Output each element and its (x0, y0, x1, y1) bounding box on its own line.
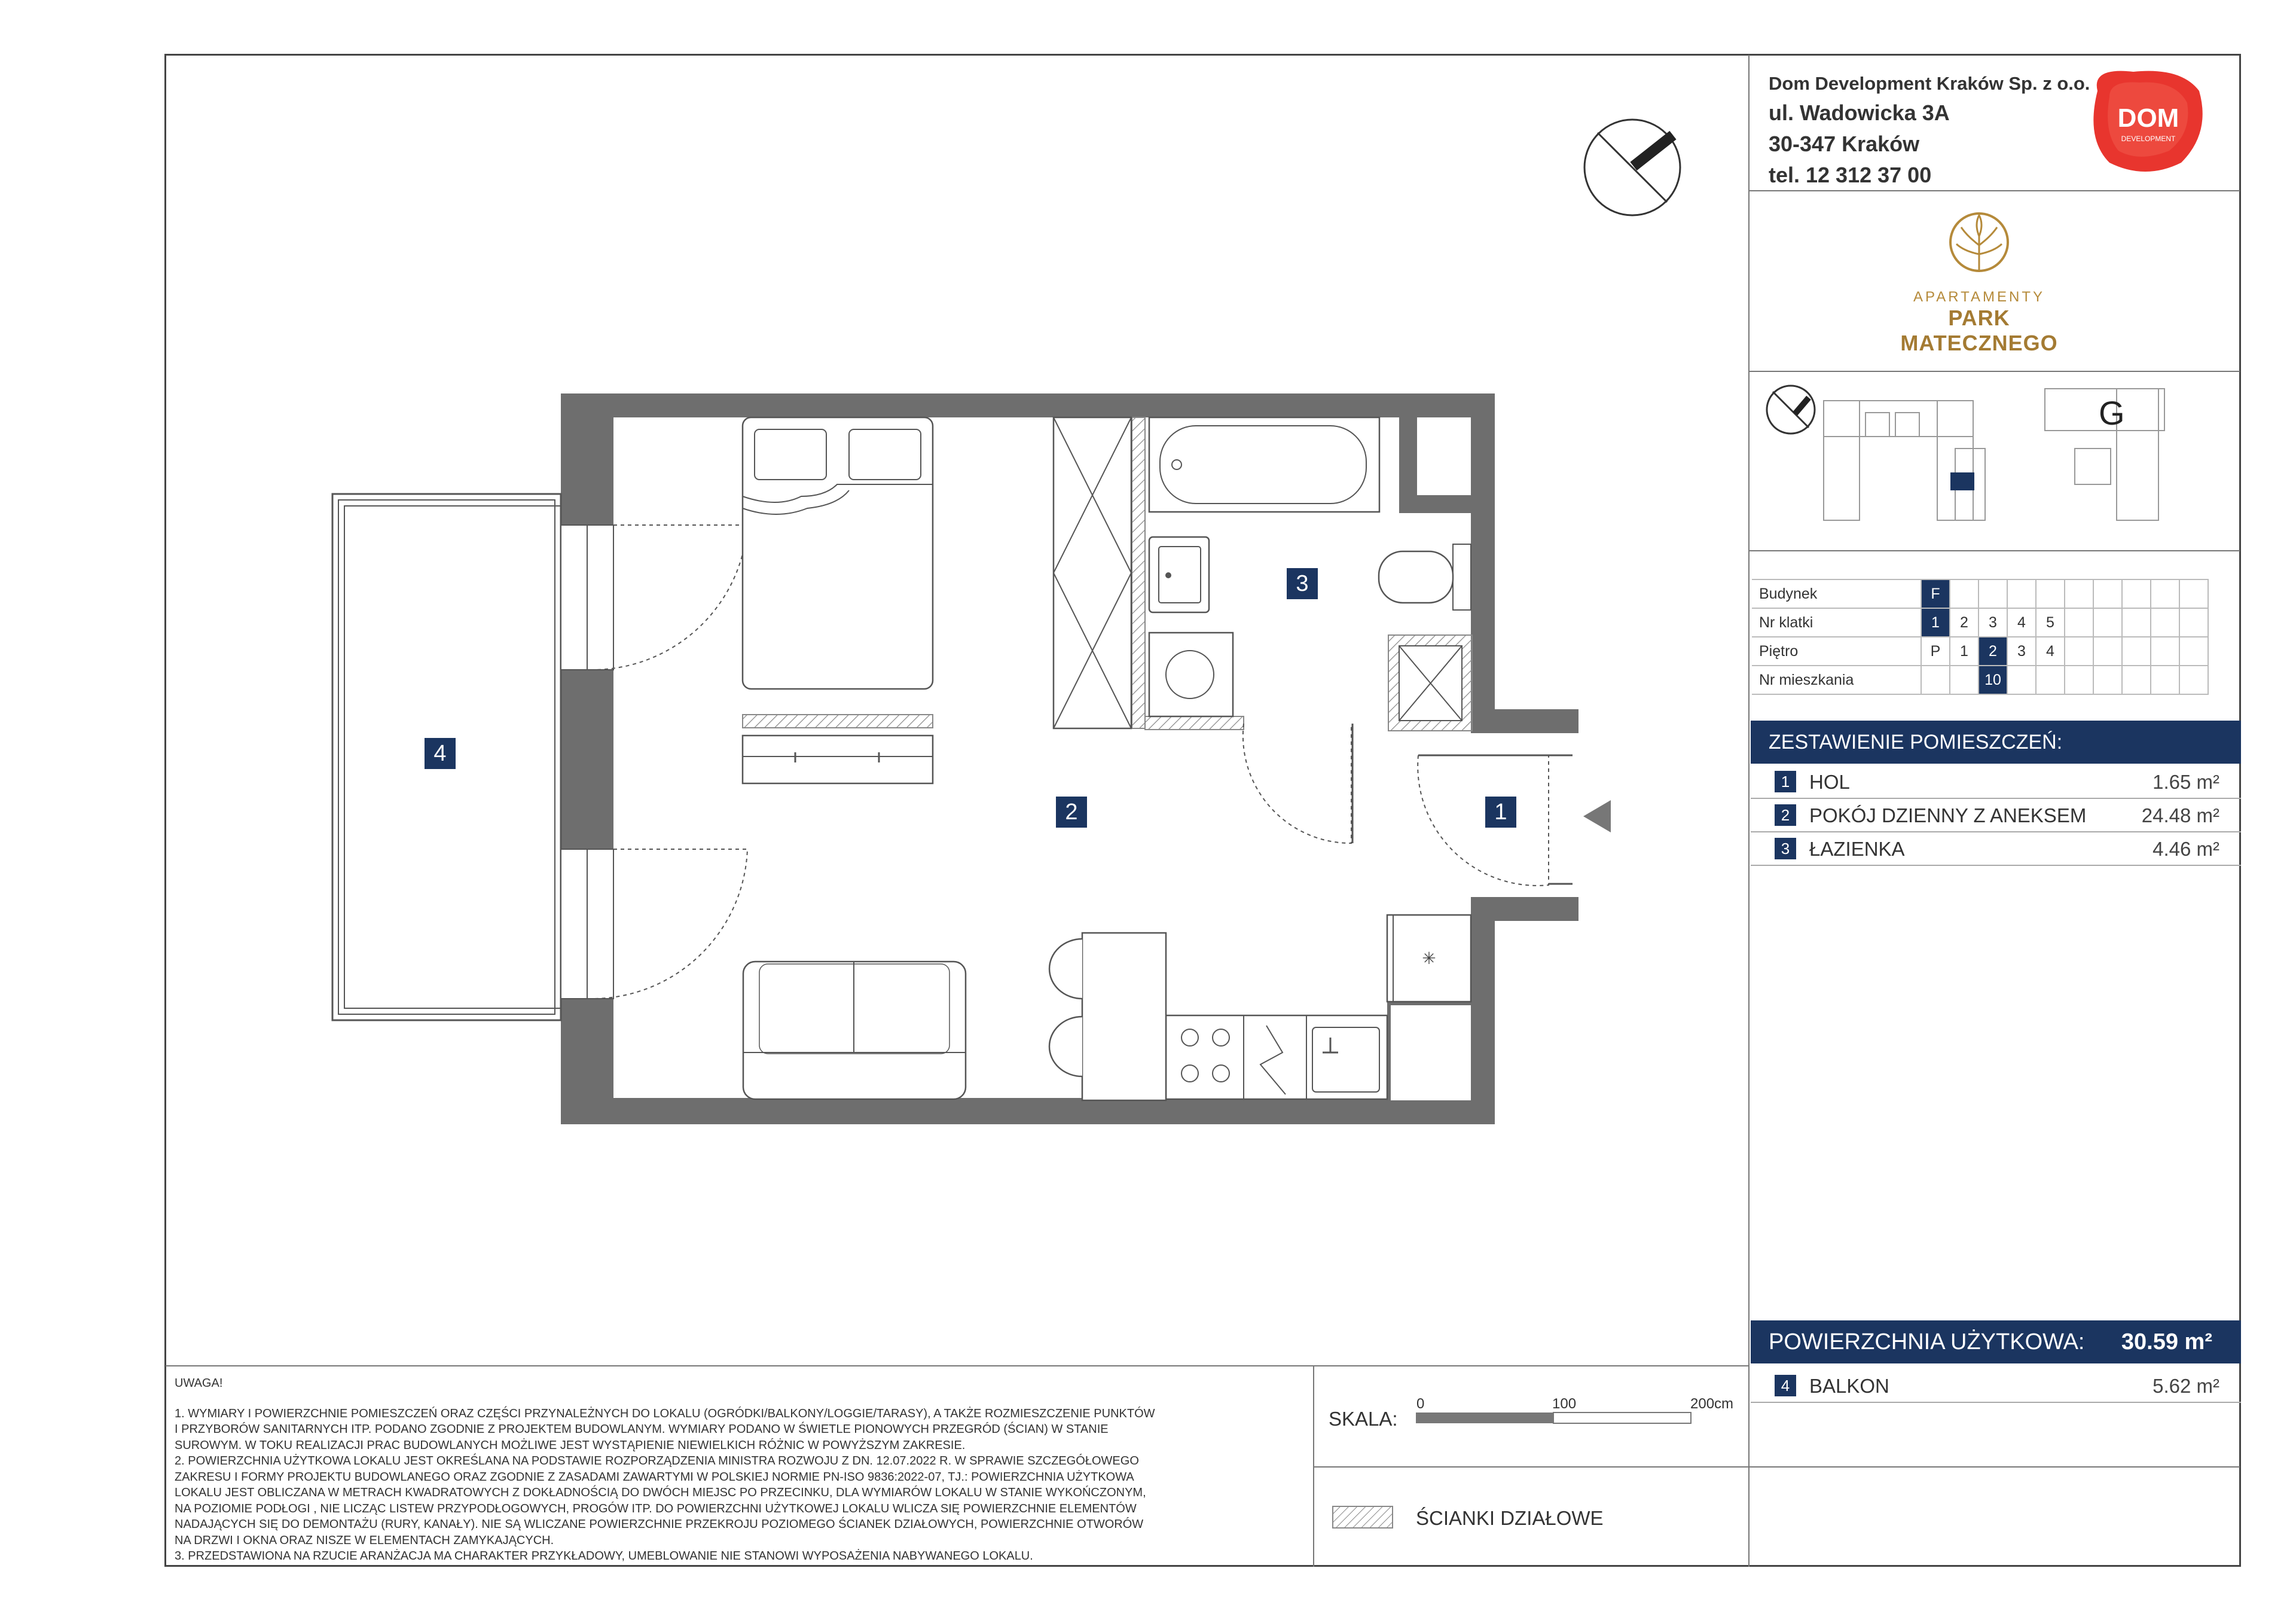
info-grid-label: Nr klatki (1752, 608, 1921, 637)
info-grid-cell (2065, 637, 2093, 666)
divider-keyplan (1750, 550, 2240, 551)
info-grid-cell (1950, 666, 1979, 694)
room-number: 1 (1775, 771, 1796, 792)
info-grid-cell (2151, 666, 2179, 694)
room-area: 4.46 m² (2152, 838, 2219, 860)
room-row (1751, 832, 2241, 866)
brand-line1: APARTAMENTY (1913, 289, 2045, 305)
info-grid-cell (2179, 608, 2208, 637)
info-grid-cell (1921, 666, 1950, 694)
room-area: 5.62 m² (2152, 1375, 2219, 1397)
note-line: 3. PRZEDSTAWIONA NA RZUCIE ARANŻACJA MA CHARAKTER PRZYKŁADOWY, UMEBLOWANIE NIE STANOWI WYPOSAŻENIA NABYWANEGO LOKALU. (175, 1549, 1033, 1563)
info-grid-cell: 3 (2007, 637, 2036, 666)
info-grid-cell (1979, 579, 2007, 608)
room-name: ŁAZIENKA (1809, 838, 1905, 860)
info-grid-cell (2093, 666, 2122, 694)
room-number: 4 (1775, 1375, 1796, 1396)
logo-text-main: DOM (2117, 103, 2179, 133)
info-grid (1752, 579, 2209, 695)
keyplan (1758, 377, 2236, 544)
tree-emblem-icon (1943, 209, 2015, 281)
info-grid-cell (2122, 608, 2151, 637)
compass-icon (1578, 114, 1686, 221)
room-number: 2 (1775, 804, 1796, 826)
info-grid-cell (2007, 579, 2036, 608)
rooms-header: ZESTAWIENIE POMIESZCZEŃ: (1751, 721, 2241, 764)
info-grid-cell: 2 (1979, 637, 2007, 666)
divider-brand (1750, 371, 2240, 372)
room-tag-2: 2 (1056, 797, 1087, 828)
info-grid-cell: 4 (2036, 637, 2065, 666)
panel-divider (1748, 55, 1750, 1567)
info-grid-cell (2036, 579, 2065, 608)
info-grid-cell (2122, 579, 2151, 608)
info-grid-cell (2179, 666, 2208, 694)
usable-area-value: 30.59 m² (2121, 1329, 2212, 1354)
info-grid-cell (2093, 637, 2122, 666)
note-line: LOKALU JEST OBLICZANA W METRACH KWADRATOWYCH Z DOKŁADNOŚCIĄ DO DWÓCH MIEJSC PO PRZECINKU, DLA WYMIARÓW LOKALU W STANIE WYKOŃCZONYM, (175, 1486, 1146, 1499)
room-tag-4: 4 (425, 738, 456, 769)
usable-area-bar (1751, 1320, 2241, 1363)
room-name: POKÓJ DZIENNY Z ANEKSEM (1809, 804, 2087, 826)
info-grid-label: Budynek (1752, 579, 1921, 608)
room-tag-3: 3 (1287, 568, 1318, 599)
info-grid-cell: 1 (1921, 608, 1950, 637)
info-grid-row (1752, 666, 2208, 694)
room-row (1751, 1369, 2241, 1403)
info-grid-cell (2179, 637, 2208, 666)
info-grid-cell (2036, 666, 2065, 694)
brand-block (1871, 209, 2087, 356)
info-grid-cell (2151, 608, 2179, 637)
info-grid-cell (2007, 666, 2036, 694)
note-line: ZAKRESU I FORMY PROJEKTU BUDOWLANEGO ORAZ ZGODNIE Z ZASADAMI ZAWARTYMI W POLSKIEJ NORMIE PN-ISO 9836:2022-07, TJ.: POWIERZCHNIA UŻYTKOWA (175, 1470, 1134, 1484)
room-area: 24.48 m² (2141, 804, 2219, 826)
company-city: 30-347 Kraków (1769, 132, 1920, 157)
room-number: 3 (1775, 838, 1796, 859)
divider-notes (166, 1365, 1749, 1366)
room-area: 1.65 m² (2152, 771, 2219, 793)
info-grid-cell (2122, 666, 2151, 694)
info-grid-cell: F (1921, 579, 1950, 608)
note-line: SUROWYM. W TOKU REALIZACJI PRAC BUDOWLANYCH MOŻLIWE JEST WYSTĄPIENIE NIEWIELKICH RÓŻNIC W POWYŻSZYM ZAKRESIE. (175, 1438, 966, 1452)
logo-text-sub: DEVELOPMENT (2121, 135, 2176, 143)
scale-tick-100: 100 (1552, 1396, 1577, 1412)
usable-area-label: POWIERZCHNIA UŻYTKOWA: (1769, 1329, 2085, 1354)
info-grid-row (1752, 608, 2208, 637)
divider-bottom-right (1750, 1466, 2240, 1468)
info-grid-cell (2122, 637, 2151, 666)
walls-legend-label: ŚCIANKI DZIAŁOWE (1416, 1507, 1604, 1529)
info-grid-label: Nr mieszkania (1752, 666, 1921, 694)
info-grid-cell (1950, 579, 1979, 608)
info-grid-row (1752, 637, 2208, 666)
room-name: BALKON (1809, 1375, 1889, 1397)
note-line: 1. WYMIARY I POWIERZCHNIE POMIESZCZEŃ ORAZ CZĘŚCI PRZYNALEŻNYCH DO LOKALU (OGRÓDKI/BALKONY/LOGGIE/TARASY), A TAKŻE ROZMIESZCZENIE PUNKTÓW (175, 1407, 1155, 1420)
info-grid-cell: P (1921, 637, 1950, 666)
scale-label: SKALA: (1329, 1408, 1398, 1430)
room-row (1751, 765, 2241, 799)
room-name: HOL (1809, 771, 1850, 793)
info-grid-cell (2065, 579, 2093, 608)
room-row (1751, 799, 2241, 832)
company-info (1769, 71, 2090, 191)
notes-block (175, 1375, 1287, 1564)
dom-development-logo (2086, 67, 2211, 175)
info-grid-cell (2151, 637, 2179, 666)
info-grid-row (1752, 579, 2208, 608)
info-grid-cell (2151, 579, 2179, 608)
floor-plan (323, 383, 1638, 1136)
info-grid-cell: 10 (1979, 666, 2007, 694)
company-name: Dom Development Kraków Sp. z o.o. (1769, 73, 2090, 94)
info-grid-cell (2093, 579, 2122, 608)
info-grid-cell: 5 (2036, 608, 2065, 637)
building-letter: G (2099, 394, 2125, 432)
company-street: ul. Wadowicka 3A (1769, 100, 1950, 125)
note-line: NADAJĄCYCH SIĘ DO DEMONTAŻU (RURY, KANAŁY). NIE SĄ WLICZANE POWIERZCHNIE PRZEKROJU POZIOMEGO ŚCIANEK DZIAŁOWYCH, POWIERZCHNIE OTWORÓW (175, 1518, 1144, 1531)
info-grid-cell (2065, 608, 2093, 637)
scale-bar (1416, 1411, 1739, 1424)
info-grid-cell: 4 (2007, 608, 2036, 637)
note-line: NA POZIOMIE PODŁOGI , NIE LICZĄC LISTEW PRZYPODŁOGOWYCH, PROGÓW ITP. DO POWIERZCHNI UŻYTKOWEJ LOKALU WLICZA SIĘ POWIERZCHNIE ELEMENTÓW (175, 1502, 1137, 1515)
scale-tick-200: 200cm (1690, 1396, 1734, 1412)
info-grid-cell (2065, 666, 2093, 694)
info-grid-label: Piętro (1752, 637, 1921, 666)
info-grid-cell: 1 (1950, 637, 1979, 666)
room-tag-1: 1 (1485, 797, 1516, 828)
company-phone: tel. 12 312 37 00 (1769, 163, 1932, 188)
svg-text:✳: ✳ (1422, 948, 1436, 968)
hatch-legend-icon (1332, 1506, 1394, 1530)
info-grid-cell: 3 (1979, 608, 2007, 637)
note-line: I PRZYBORÓW SANITARNYCH ITP. PODANO ZGODNIE Z PROJEKTEM BUDOWLANYM. WYMIARY PODANO W ŚWIETLE PIONOWYCH PRZEGRÓD (ŚCIAN) W STANIE (175, 1423, 1109, 1436)
compass-small-icon (1767, 386, 1815, 434)
info-grid-cell: 2 (1950, 608, 1979, 637)
divider-scale-legend (1313, 1466, 1750, 1468)
note-line: 2. POWIERZCHNIA UŻYTKOWA LOKALU JEST OKREŚLANA NA PODSTAWIE ROZPORZĄDZENIA MINISTRA ROZWOJU Z DN. 12.07.2022 R. W SPRAWIE SZCZEGÓŁOWEGO (175, 1454, 1139, 1468)
scale-tick-0: 0 (1416, 1396, 1425, 1412)
note-line: NA DRZWI I OKNA ORAZ NISZE W ELEMENTACH ZAMYKAJĄCYCH. (175, 1533, 554, 1547)
info-grid-cell (2093, 608, 2122, 637)
brand-line2: PARK MATECZNEGO (1900, 306, 2058, 355)
info-grid-cell (2179, 579, 2208, 608)
notes-title: UWAGA! (175, 1377, 223, 1390)
